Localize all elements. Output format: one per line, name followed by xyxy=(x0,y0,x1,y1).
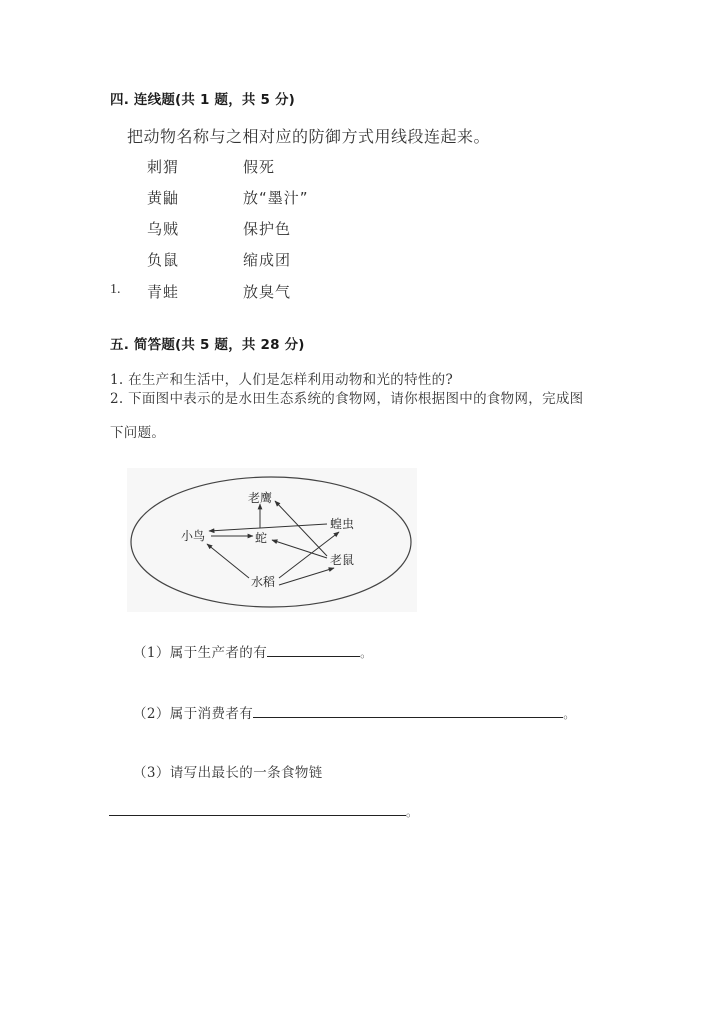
period: 。 xyxy=(563,707,576,721)
animal-item[interactable]: 黄鼬 xyxy=(147,189,180,207)
node-locust: 蝗虫 xyxy=(330,517,355,531)
node-eagle: 老鹰 xyxy=(248,491,273,505)
defense-item[interactable]: 放“墨汁” xyxy=(243,189,309,207)
defense-item[interactable]: 保护色 xyxy=(243,220,292,238)
sub-question-3-answer xyxy=(109,801,418,820)
period: 。 xyxy=(360,646,373,660)
answer-blank-1[interactable] xyxy=(267,642,360,657)
node-bird: 小鸟 xyxy=(181,529,206,543)
defense-item[interactable]: 缩成团 xyxy=(243,251,292,269)
answer-blank-3[interactable] xyxy=(109,801,406,816)
food-web-edges xyxy=(207,501,339,585)
animal-item[interactable]: 乌贼 xyxy=(147,220,180,238)
animal-item[interactable]: 刺猬 xyxy=(147,158,180,176)
matching-instruction: 把动物名称与之相对应的防御方式用线段连起来。 xyxy=(127,127,491,146)
defense-item[interactable]: 假死 xyxy=(243,158,276,176)
food-web-diagram xyxy=(127,468,417,612)
sub-question-1-label: （1）属于生产者的有 xyxy=(133,645,268,661)
section-4-title: 四. 连线题(共 1 题，共 5 分) xyxy=(110,92,296,108)
question-2: 2. 下面图中表示的是水田生态系统的食物网，请你根据图中的食物网，完成图 xyxy=(110,391,584,407)
answer-blank-2[interactable] xyxy=(253,703,563,718)
question-number: 1. xyxy=(110,282,121,297)
defense-item[interactable]: 放臭气 xyxy=(243,283,292,301)
sub-question-2-label: （2）属于消费者有 xyxy=(133,706,254,722)
section-5-title: 五. 简答题(共 5 题，共 28 分) xyxy=(110,337,305,353)
node-rice: 水稻 xyxy=(251,575,276,589)
sub-question-1 xyxy=(133,641,373,661)
animal-item[interactable]: 负鼠 xyxy=(147,251,180,269)
question-2-continuation: 下问题。 xyxy=(110,425,166,441)
period: 。 xyxy=(406,805,419,819)
sub-question-3: （3）请写出最长的一条食物链 xyxy=(133,765,323,781)
sub-question-2 xyxy=(133,702,576,722)
animal-item[interactable]: 青蛙 xyxy=(147,283,180,301)
node-snake: 蛇 xyxy=(255,531,268,545)
node-mouse: 老鼠 xyxy=(330,553,355,567)
question-1: 1. 在生产和生活中，人们是怎样利用动物和光的特性的? xyxy=(110,372,454,388)
